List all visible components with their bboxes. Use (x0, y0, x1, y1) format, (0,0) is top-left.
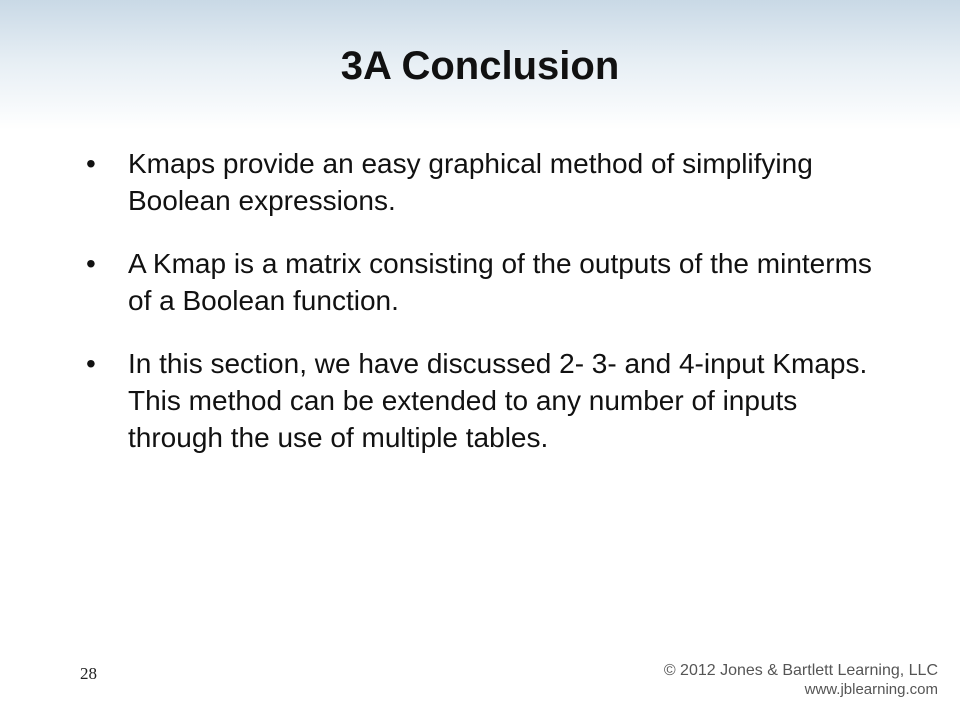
bullet-icon: • (86, 247, 96, 279)
bullet-icon: • (86, 347, 96, 379)
bullet-item (86, 146, 886, 220)
copyright-notice (664, 661, 938, 700)
publisher-url: www.jblearning.com (804, 681, 938, 698)
bullet-item (86, 246, 886, 320)
bullet-list (86, 146, 886, 483)
slide-title: 3A Conclusion (340, 44, 620, 88)
bullet-text: In this section, we have discussed 2- 3- and 4-input Kmaps. This method can be extended to any number of inputs through the use of multiple tables. (128, 347, 868, 453)
bullet-icon: • (86, 148, 96, 179)
bullet-item (86, 346, 886, 457)
bullet-text: Kmaps provide an easy graphical method of simplifying Boolean expressions. (128, 148, 813, 216)
copyright-text: © 2012 Jones & Bartlett Learning, LLC (663, 662, 938, 679)
page-number: 28 (80, 664, 97, 683)
bullet-text: A Kmap is a matrix consisting of the outputs of the minterms of a Boolean function. (128, 247, 872, 316)
